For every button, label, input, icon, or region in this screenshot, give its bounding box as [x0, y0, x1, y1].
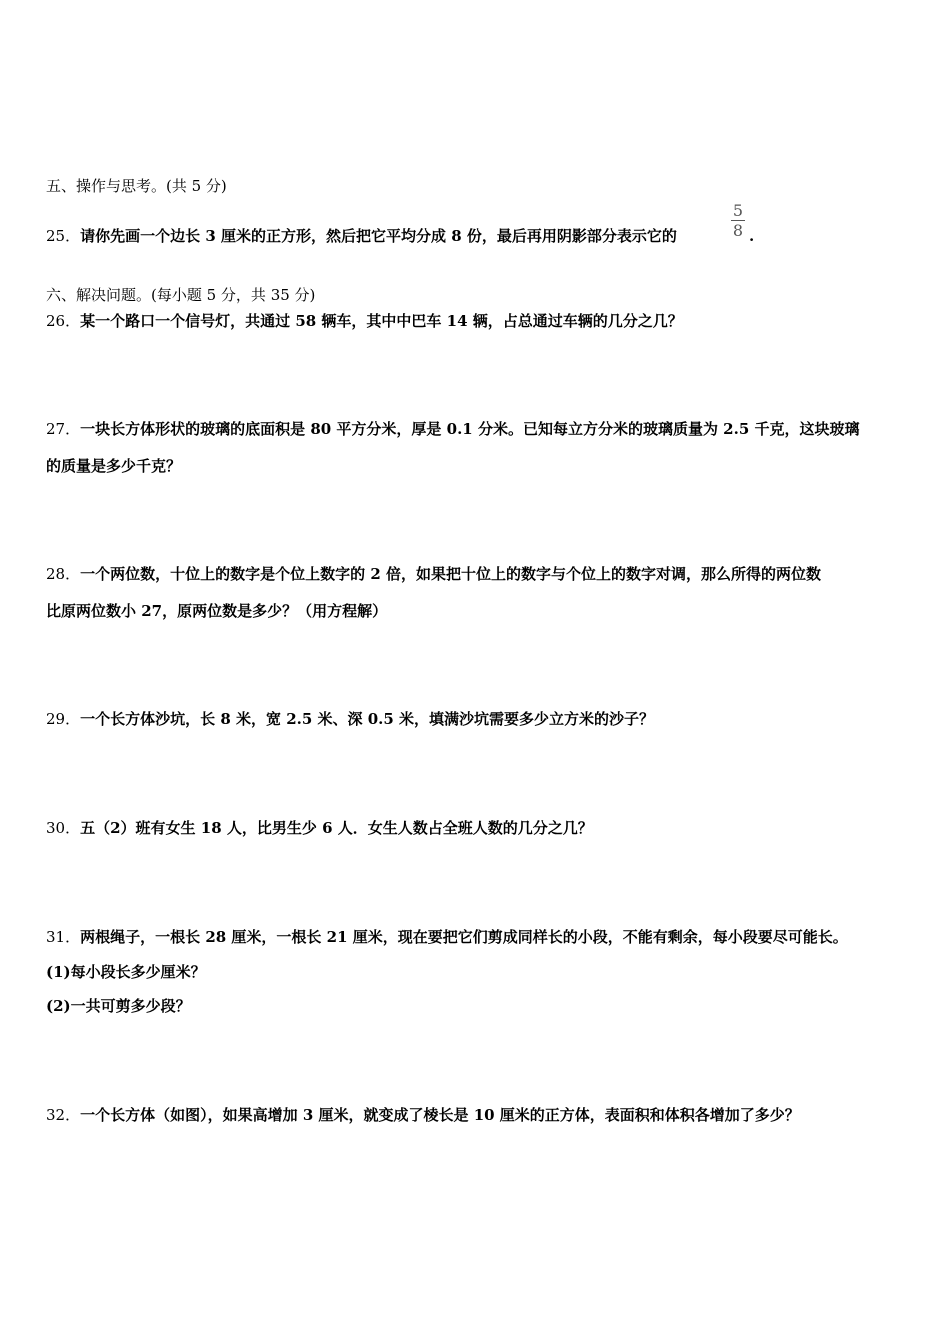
question-number: 29．	[46, 710, 81, 728]
question-number: 28．	[46, 565, 81, 583]
question-25-tail	[749, 226, 754, 246]
question-text: 某一个路口一个信号灯，共通过 58 辆车，其中中巴车 14 辆，占总通过车辆的几分之几？	[80, 312, 683, 330]
section-six-title: 六、解决问题。(每小题 5 分，共 35 分)	[46, 286, 316, 304]
question-number: 31．	[46, 928, 81, 946]
section-six-heading	[46, 285, 315, 305]
question-text: 请你先画一个边长 3 厘米的正方形，然后把它平均分成 8 份，最后再用阴影部分表示它的	[80, 227, 677, 245]
question-29	[46, 709, 654, 729]
fraction-five-eighths	[729, 201, 747, 240]
question-31-sub1	[46, 962, 206, 982]
question-text-continued: 比原两位数小 27，原两位数是多少？（用方程解）	[46, 602, 388, 620]
question-text: 一块长方体形状的玻璃的底面积是 80 平方分米，厚是 0.1 分米。已知每立方分米的玻璃质量为 2.5 千克，这块玻璃	[80, 420, 860, 438]
question-text: 一个两位数，十位上的数字是个位上数字的 2 倍，如果把十位上的数字与个位上的数字对调，那么所得的两位数	[80, 565, 821, 583]
question-25	[46, 226, 677, 246]
question-tail-period: .	[749, 227, 755, 245]
fraction-numerator: 5	[732, 201, 744, 220]
question-28-cont	[46, 601, 387, 621]
question-text: 一个长方体沙坑，长 8 米，宽 2.5 米、深 0.5 米，填满沙坑需要多少立方米的沙子？	[80, 710, 655, 728]
question-number: 26．	[46, 312, 81, 330]
question-number: 25．	[46, 227, 81, 245]
question-31	[46, 927, 848, 947]
question-27	[46, 419, 860, 439]
question-26	[46, 311, 683, 331]
question-31-sub2	[46, 996, 191, 1016]
question-text-continued: 的质量是多少千克？	[46, 457, 182, 475]
question-number: 32．	[46, 1106, 81, 1124]
question-28	[46, 564, 821, 584]
question-32	[46, 1105, 800, 1125]
sub-question-2: (2)一共可剪多少段？	[46, 997, 191, 1015]
question-number: 30．	[46, 819, 81, 837]
question-30	[46, 818, 593, 838]
sub-question-1: (1)每小段长多少厘米？	[46, 963, 206, 981]
question-27-cont	[46, 456, 181, 476]
question-text: 两根绳子，一根长 28 厘米，一根长 21 厘米，现在要把它们剪成同样长的小段，不能有剩余，每小段要尽可能长。	[80, 928, 848, 946]
question-text: 一个长方体（如图），如果高增加 3 厘米，就变成了棱长是 10 厘米的正方体，表面积和体积各增加了多少？	[80, 1106, 800, 1124]
section-five-heading	[46, 176, 227, 196]
question-number: 27．	[46, 420, 81, 438]
section-five-title: 五、操作与思考。(共 5 分)	[46, 177, 227, 195]
question-text: 五（2）班有女生 18 人，比男生少 6 人．女生人数占全班人数的几分之几？	[80, 819, 593, 837]
fraction-denominator: 8	[732, 221, 744, 240]
